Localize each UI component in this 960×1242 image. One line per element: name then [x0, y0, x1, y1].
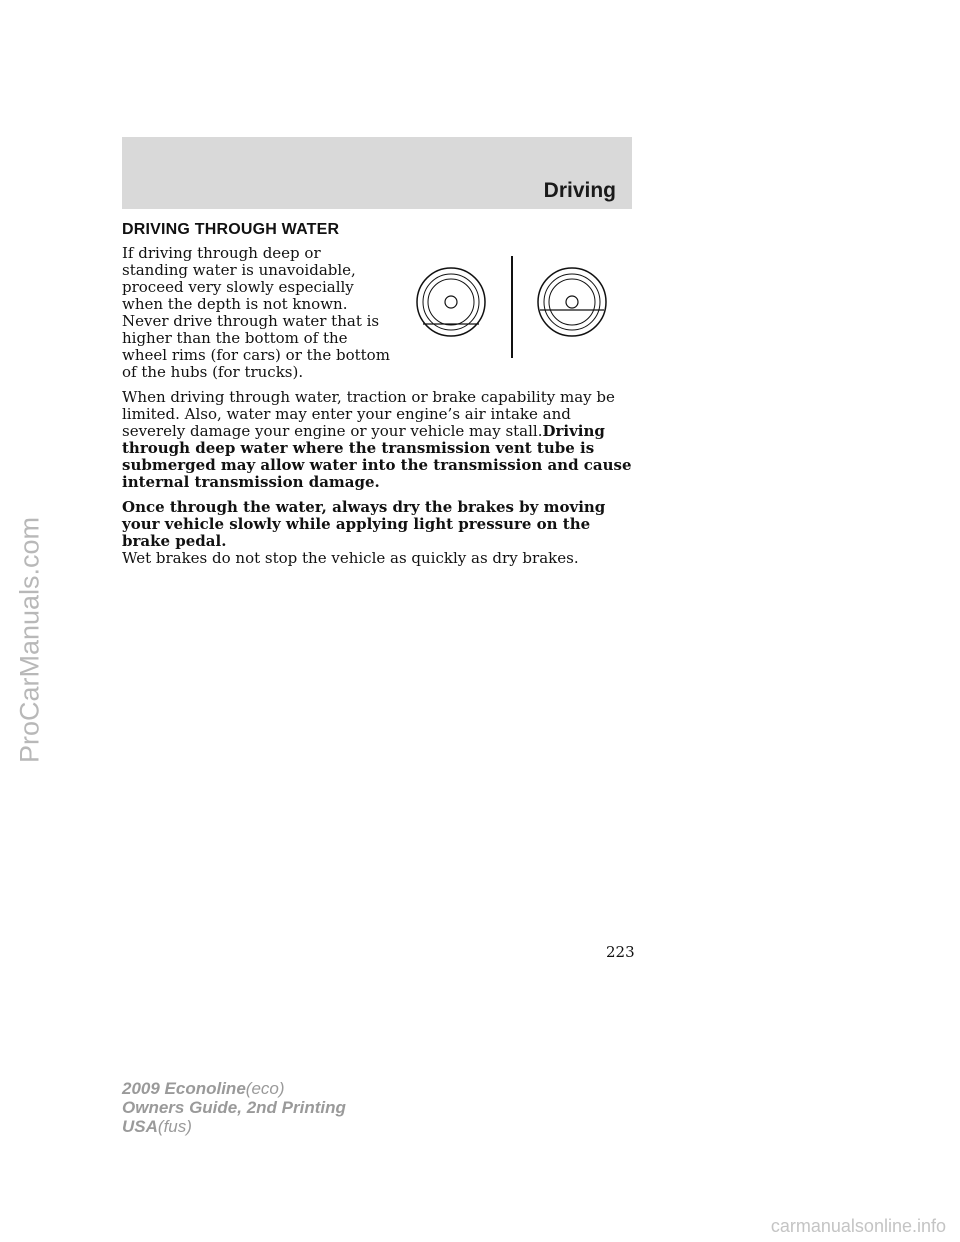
- side-watermark: [10, 470, 50, 810]
- intro-paragraph: If driving through deep or standing water is unavoidable, proceed very slowly especially when the depth is not known. Never drive through water that is higher than the bottom of the wheel rims (for cars) or the bottom of the hubs (for trucks).: [122, 244, 390, 381]
- footer-market-code: (fus): [157, 1117, 192, 1136]
- wet-brakes-note: Wet brakes do not stop the vehicle as quickly as dry brakes.: [122, 549, 579, 567]
- section-title: Driving: [543, 179, 616, 202]
- side-watermark-text: ProCarManuals.com: [14, 516, 45, 764]
- dry-brakes-instruction: Once through the water, always dry the brakes by moving your vehicle slowly while applying light pressure on the brake pedal.: [122, 498, 606, 550]
- footer-edition: Owners Guide, 2nd Printing: [122, 1098, 346, 1117]
- page-number: 223: [606, 943, 635, 961]
- footer-market: USA: [122, 1117, 158, 1136]
- car-wheel-icon: [417, 268, 485, 336]
- bottom-watermark: carmanualsonline.info: [770, 1216, 946, 1236]
- traction-paragraph: [122, 389, 638, 491]
- header-band: [122, 137, 632, 209]
- footer-line-2: [122, 1098, 346, 1117]
- traction-text: When driving through water, traction or brake capability may be limited. Also, water may enter your engine’s air intake and severely damage your engine or your vehicle may stall.: [122, 388, 615, 440]
- section-heading: DRIVING THROUGH WATER: [122, 221, 340, 238]
- footer-line-1: [122, 1079, 346, 1098]
- document-footer: [122, 1079, 346, 1136]
- transmission-warning: Driving through deep water where the transmission vent tube is submerged may allow water into the transmission and cause internal transmission damage.: [122, 422, 632, 491]
- footer-model: 2009 Econoline: [122, 1079, 246, 1098]
- water-depth-wheel-illustration: [407, 252, 617, 362]
- footer-line-3: [122, 1117, 346, 1136]
- truck-wheel-icon: [538, 268, 606, 336]
- brakes-paragraph: [122, 499, 638, 567]
- footer-model-code: (eco): [245, 1079, 285, 1098]
